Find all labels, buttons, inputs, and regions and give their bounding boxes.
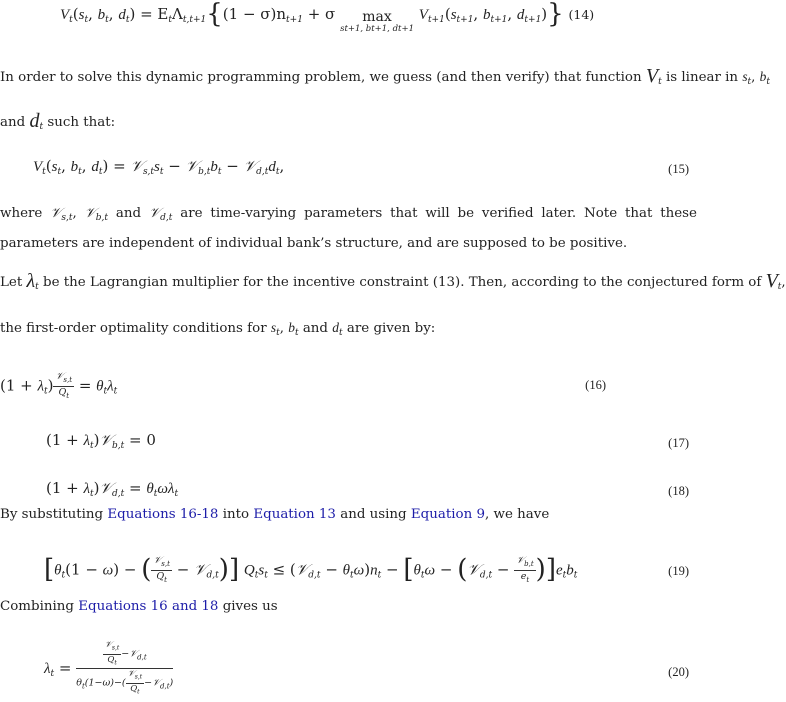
- paragraph-guess: In order to solve this dynamic programming problem, we guess (and then verify) that function $V_t$ is linear in $s_t$, $b_t$: [0, 65, 770, 87]
- equation-20-number: (20): [668, 665, 689, 679]
- equation-18-number: (18): [668, 484, 689, 498]
- link-equations-16-and-18[interactable]: Equations 16 and 18: [78, 599, 219, 614]
- equation-16-number: (16): [585, 378, 606, 392]
- equation-15-number: (15): [668, 162, 689, 176]
- paragraph-guess-line2: and $d_t$ such that:: [0, 110, 116, 132]
- equation-17: $(1 + \lambda_t)𝒱_{b,t} = 0$ (17): [46, 431, 689, 451]
- link-equation-13[interactable]: Equation 13: [253, 507, 336, 522]
- paragraph-parameters: where 𝒱$_{s,t}$, 𝒱$_{b,t}$ and 𝒱$_{d,t}$ are time-varying parameters that will be verified later. Note that these parameters are independent of individual bank’s structure, and are supposed to be positive.: [0, 205, 697, 251]
- paragraph-combining: Combining Equations 16 and 18 gives us: [0, 599, 278, 614]
- equation-17-number: (17): [668, 436, 689, 450]
- equation-18: $(1 + \lambda_t)𝒱_{d,t} = \theta_t\omega\lambda_t$ (18): [46, 479, 689, 499]
- paragraph-substitution: By substituting Equations 16-18 into Equation 13 and using Equation 9, we have: [0, 507, 550, 522]
- max-operator: max st+1, bt+1, dt+1: [340, 9, 414, 34]
- equation-14-number: (14): [568, 7, 595, 22]
- equation-20: $\lambda_t$ = $\frac{𝒱_{s,t}}{Q_t}$ −𝒱$_{d,t}$ $\theta_t(1-\omega)-$( $\frac{𝒱_{s,t}}{Q_t}$ −𝒱$_{d,t}$) (20): [44, 640, 689, 696]
- equation-19: [$\theta_t(1 - \omega)$ − ( $\frac{𝒱_{s,t}}{Q_t}$ − 𝒱$_{d,t}$)] $Q_ts_t$ ≤ (𝒱$_{d,t}$ − $\theta_t\omega)n_t - [\theta_t\omega$ − (𝒱$_{d,t}$ − $\frac{𝒱_{b,t}}{e_t}$ )]$e_tb_t$ (19): [44, 554, 689, 585]
- equation-19-number: (19): [668, 564, 689, 578]
- equation-15: $V_t(s_t$, $b_t$, $d_t$) = $𝒱_{s,t}s_t$ − $𝒱_{b,t}b_t$ − $𝒱_{d,t}d_t$, (15): [33, 157, 689, 177]
- link-equation-9[interactable]: Equation 9: [410, 507, 485, 522]
- paragraph-lagrangian: Let $\lambda_t$ be the Lagrangian multiplier for the incentive constraint (13). Then, according to the conjectured form of $V_t$,: [0, 270, 786, 292]
- equation-16: $(1 + \lambda_t)$ $\frac{𝒱_{s,t}}{Q_t}$ = $\theta_t\lambda_t$ (16): [0, 371, 606, 400]
- equation-14: $V_t(s_t$, $b_t$, $d_t) = E_t\Lambda_{t,t+1}\{(1 - \sigma)n_{t+1} + \sigma$ max st+1, bt+1, dt+1 $V_{t+1}(s_{t+1}$, $b_{t+1}$, $d_{t+1}$)} (14): [60, 0, 595, 34]
- link-equations-16-18[interactable]: Equations 16-18: [107, 507, 219, 522]
- paragraph-lagrangian-line2: the first-order optimality conditions for $s_t$, $b_t$ and $d_t$ are given by:: [0, 320, 436, 338]
